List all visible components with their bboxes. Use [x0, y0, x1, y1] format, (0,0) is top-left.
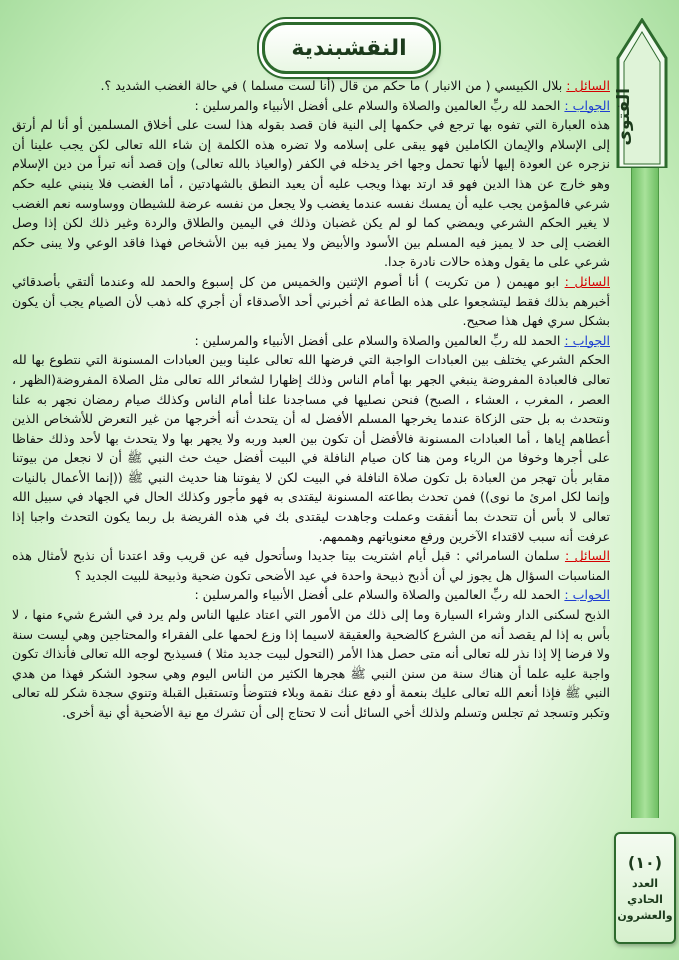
- question-2: [12, 272, 610, 331]
- answer-3-body: الذبح لسكنى الدار وشراء السيارة وما إلى ذلك من الأمور التي اعتاد عليها الناس ولم يرد في الشرع شيء منها ، لا بأس به إذا لم يقصد أنه من الشرع كالضحية والعقيقة لاسيما إذا وزع لحمها على الفقراء والمحتاجين وهي ليست سنة ولا فرضا إلا إذا نذر لله تعالى أنه متى حصل هذا الأمر (التحول لبيت جديد مثلا ) فسيذبح لوجه الله تعالى فأنذاك تكون واجبة عليه علما أن هناك سنة من سنن النبي ﷺ هجرها الكثير من الناس اليوم وهي سجود الشكر فهذا من هدي النبي ﷺ فإذا أنعم الله تعالى عليك بنعمة أو دفع عنك نقمة وبلاء فتتوضأ وتستقبل القبلة وتنوي سجدة شكر لله تعالى وتكبر وتسجد ثم تجلس وتسلم ولذلك أخي السائل أنت لا تحتاج إلى أن تشرك مع نية الأضحية أي نية أخرى.: [12, 607, 610, 720]
- question-text: بلال الكبيسي ( من الانبار ) ما حكم من قال (أنا لست مسلما ) في حالة الغضب الشديد ؟.: [100, 78, 563, 93]
- page-title: النقشبندية: [291, 35, 407, 61]
- question-1: [12, 76, 610, 96]
- question-label: السائل :: [564, 273, 610, 289]
- side-tab: [614, 18, 670, 168]
- answer-intro-text: الحمد لله ربِّ العالمين والصلاة والسلام على أفضل الأنبياء والمرسلين :: [194, 332, 561, 348]
- fatwa-content: [12, 76, 610, 944]
- question-label: السائل :: [564, 548, 610, 564]
- issue-box: [614, 832, 676, 944]
- question-label: السائل :: [566, 78, 610, 93]
- answer-2-body: الحكم الشرعي يختلف بين العبادات الواجبة التي فرضها الله تعالى علينا وبين العبادات المسنونة التي نتطوع بها لله تعالى فالعبادة المفروضة ينبغي الجهر بها أمام الناس وذلك إظهارا لشعائر الله تعالى مثل الصلاة المفروضة(الظهر ، العصر ، المغرب ، العشاء ، الصبح) فنحن نصليها في مساجدنا علنا أمام الناس وكذلك صيام رمضان نجهر به علنا ونتحدث به بل حتى الزكاة عندما يخرجها المسلم الأفضل له أن يتحدث أنه أخرجها من غير التعرض للأشخاص الذين أعطاهم إياها ، أما العبادات المسنونة فالأفضل أن تكون بين العبد وربه ولا يجهر بها ولا يتحدث بها لأحد وذلك حفاظا على أجرها وخوفا من الرياء ومن هنا كان صيام النافلة في البيت أفضل حيث حث النبي ﷺ أن لا نجعل من بيوتنا مقابر بأن تهجر من العبادة بل تكون صلاة النافلة في البيت لكن لا يفوتنا هنا حديث النبي ﷺ ((إنما الأعمال بالنيات وإنما لكل امرئ ما نوى)) فمن تحدث بطاعته المسنونة ليقتدى به فهو مأجور وكذلك الحال في الجهاد في سبيل الله تعالى لا بأس أن تتحدث بما أنفقت وعملت وجاهدت ليقتدى بك في هذه الفريضة بل ربما يكون التحدث واجبا إذا عرفت أنه سبب لاقتداء الآخرين ورفع معنوياتهم وهممهم.: [12, 352, 610, 544]
- answer-3-intro: [12, 585, 610, 605]
- question-text: سلمان السامرائي : قبل أيام اشتريت بيتا جديدا وسأتحول فيه عن قريب وقد اعتدنا أن نذبح لأمثال هذه المناسبات السؤال هل يجوز لي أن أذبح ذبيحة واحدة في عيد الأضحى تكون ضحية وذبيحة للبيت الجديد ؟: [12, 548, 610, 583]
- header-banner: [262, 22, 436, 74]
- issue-number: (١٠): [627, 852, 663, 872]
- issue-line-3: والعشرون: [617, 908, 673, 922]
- side-strip: [631, 168, 659, 818]
- answer-label: الجواب :: [564, 332, 610, 348]
- issue-line-2: الحادي: [627, 892, 663, 906]
- answer-1-body: هذه العبارة التي تفوه بها ترجع في حكمها إلى النية فان قصد بقوله هذا لست على أخلاق المسلمين أو أنا لم أرتق إلى الإسلام والإيمان الكاملين فهو يبقى على إسلامه ولا تضره هذه الكلمة إن شاء الله تعالى لكن يجب علينا أن نزجره عن العودة إليها لأنها تحمل وجها اخر يدخله في الكفر (والعياذ بالله تعالى) وإن قصد أنه تبرأ من دين الإسلام وهو خارج عن هذا الدين فهو قد ارتد بهذا ويجب عليه أن يعيد النطق بالشهادتين ، أما الغضب فلا ينبني عليه حكم شرعي فالمؤمن يجب عليه أن يمسك نفسه عندما يغضب ولا يجعل من نفسه عرضة للشيطان ووساوسه نعم الغضب لا يغير الحكم الشرعي ويمضي كما لو لم يكن غضبان وذلك في اليمين والطلاق والردة وغير ذلك لكن إذا وصل الغضب إلى حد لا يميز فيه المسلم بين الأسود والأبيض ولا يميز فيه بين الأشخاص فهذا فاقد الوعي ولا يبنى حكم شرعي على ما يقول وهذه حالات نادرة جدا.: [12, 117, 610, 270]
- answer-intro-text: الحمد لله ربِّ العالمين والصلاة والسلام على أفضل الأنبياء والمرسلين :: [194, 97, 561, 113]
- answer-label: الجواب :: [564, 587, 610, 603]
- answer-2-intro: [12, 331, 610, 351]
- answer-intro-text: الحمد لله ربِّ العالمين والصلاة والسلام على أفضل الأنبياء والمرسلين :: [194, 587, 561, 603]
- answer-label: الجواب :: [564, 97, 610, 113]
- issue-line-1: العدد: [631, 876, 659, 890]
- answer-1-intro: [12, 96, 610, 116]
- side-tab-label: الفتوى: [614, 88, 634, 146]
- question-text: ابو مهيمن ( من تكريت ) أنا أصوم الإثنين والخميس من كل إسبوع والحمد لله وعندما ألتقي بأصدقائي أخبرهم بذلك فقط ليتشجعوا على هذه الطاعة ثم أخبرني أحد الأصدقاء أن أجري كله ذهب لأن الصيام يجب أن يكون بشكل سري فهل هذا صحيح.: [12, 273, 610, 329]
- question-3: [12, 546, 610, 585]
